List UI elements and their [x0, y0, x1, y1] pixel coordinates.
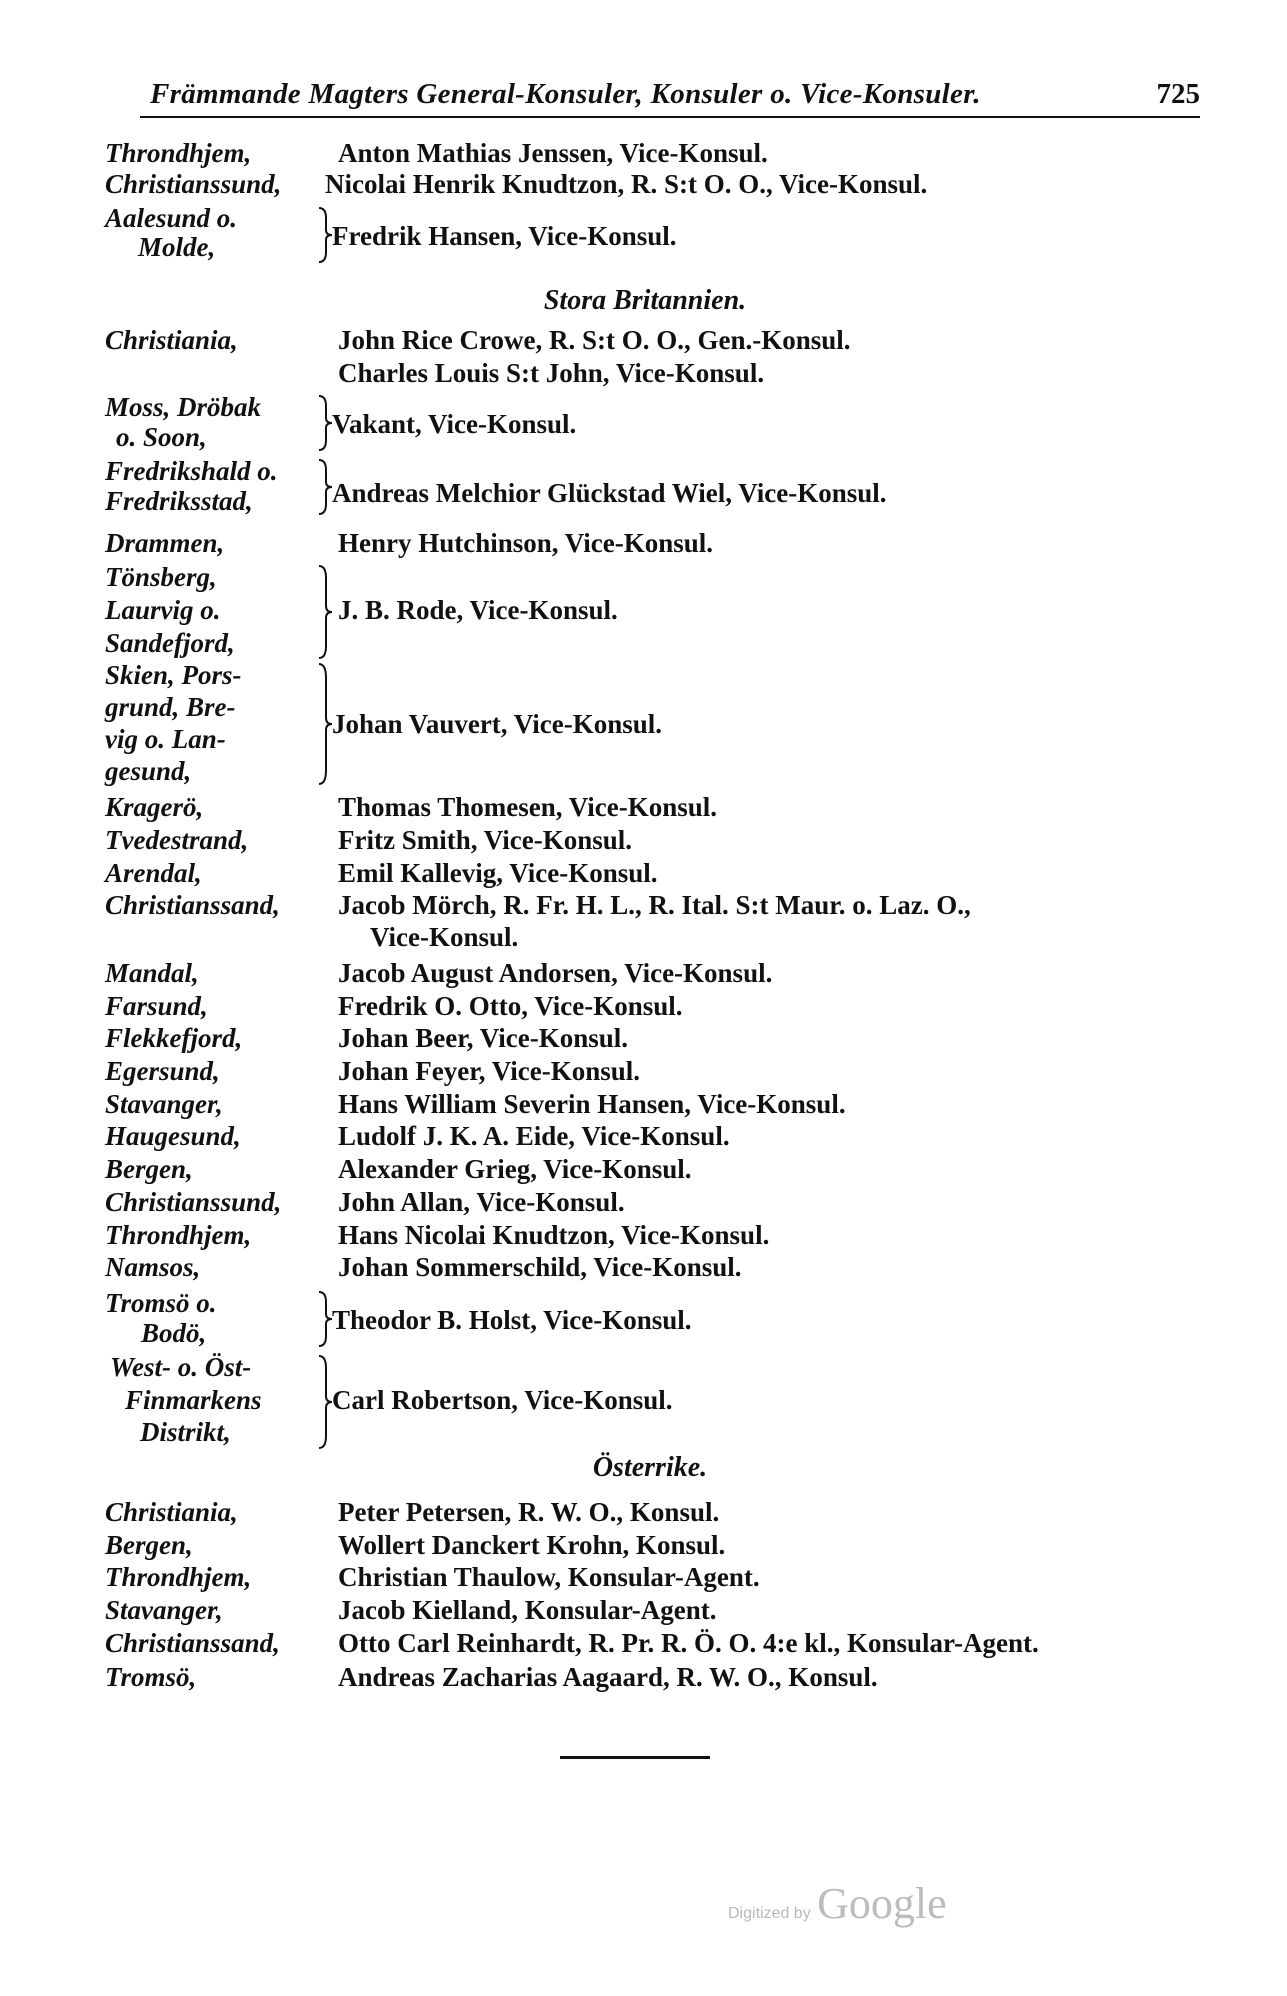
entry-place: Throndhjem,	[105, 1562, 252, 1592]
entry-person: Wollert Danckert Krohn, Konsul.	[338, 1530, 726, 1560]
entry-person: Jacob August Andorsen, Vice-Konsul.	[338, 958, 773, 988]
entry-place: Molde,	[138, 232, 216, 262]
entry-person: J. B. Rode, Vice-Konsul.	[338, 595, 618, 625]
entry-place: Christianssund,	[105, 169, 282, 199]
section-heading-osterrike: Österrike.	[592, 1452, 708, 1483]
entry-place: Drammen,	[105, 528, 225, 558]
entry-place: Fredriksstad,	[105, 486, 253, 516]
entry-person: Christian Thaulow, Konsular-Agent.	[338, 1562, 760, 1592]
entry-place: vig o. Lan-	[105, 724, 226, 754]
closing-rule	[560, 1756, 710, 1759]
entry-place: Bergen,	[105, 1154, 193, 1184]
page-number: 725	[1156, 78, 1200, 110]
brace-icon	[316, 564, 334, 660]
entry-place: Tromsö,	[105, 1662, 197, 1692]
watermark-prefix: Digitized by	[728, 1905, 811, 1922]
entry-place: o. Soon,	[116, 422, 207, 452]
entry-person: Henry Hutchinson, Vice-Konsul.	[338, 528, 714, 558]
entry-place: Finmarkens	[125, 1385, 262, 1415]
entry-person: Thomas Thomesen, Vice-Konsul.	[338, 792, 718, 822]
entry-person: John Allan, Vice-Konsul.	[338, 1187, 625, 1217]
entry-place: West- o. Öst-	[110, 1352, 252, 1382]
entry-place: Fredrikshald o.	[105, 456, 278, 486]
entry-person: Fredrik Hansen, Vice-Konsul.	[332, 221, 677, 251]
entry-person: Charles Louis S:t John, Vice-Konsul.	[338, 358, 765, 388]
entry-place: Christianssund,	[105, 1187, 282, 1217]
entry-person: Otto Carl Reinhardt, R. Pr. R. Ö. O. 4:e kl., Konsular-Agent.	[338, 1628, 1039, 1658]
entry-person: Johan Sommerschild, Vice-Konsul.	[338, 1252, 742, 1282]
entry-place: Sandefjord,	[105, 628, 235, 658]
entry-place: Laurvig o.	[105, 595, 221, 625]
entry-place: Tönsberg,	[105, 562, 217, 592]
digitized-watermark	[728, 1878, 947, 1929]
google-logo: Google	[817, 1879, 947, 1928]
entry-person: Johan Vauvert, Vice-Konsul.	[332, 709, 663, 739]
entry-place: Moss, Dröbak	[105, 392, 262, 422]
entry-person: John Rice Crowe, R. S:t O. O., Gen.-Konsul.	[338, 325, 851, 355]
entry-person-continued: Vice-Konsul.	[370, 922, 519, 952]
entry-person: Fredrik O. Otto, Vice-Konsul.	[338, 991, 683, 1021]
entry-place: Stavanger,	[105, 1595, 223, 1625]
entry-place: Farsund,	[105, 991, 208, 1021]
entry-person: Anton Mathias Jenssen, Vice-Konsul.	[338, 138, 768, 168]
header-title: Främmande Magters General-Konsuler, Konsuler o. Vice-Konsuler.	[150, 78, 981, 110]
entry-person: Johan Feyer, Vice-Konsul.	[338, 1056, 641, 1086]
entry-person: Emil Kallevig, Vice-Konsul.	[338, 858, 658, 888]
section-heading-stora-britannien: Stora Britannien.	[543, 285, 747, 316]
entry-place: Distrikt,	[140, 1417, 231, 1447]
entry-person: Peter Petersen, R. W. O., Konsul.	[338, 1497, 720, 1527]
entry-place: Bergen,	[105, 1530, 193, 1560]
entry-place: Aalesund o.	[105, 203, 238, 233]
entry-place: Kragerö,	[105, 792, 204, 822]
entry-place: Namsos,	[105, 1252, 201, 1282]
entry-place: Skien, Pors-	[105, 660, 242, 690]
entry-person: Hans William Severin Hansen, Vice-Konsul.	[338, 1089, 846, 1119]
entry-place: Arendal,	[105, 858, 202, 888]
entry-person: Andreas Melchior Glückstad Wiel, Vice-Konsul.	[332, 478, 887, 508]
entry-place: Egersund,	[105, 1056, 220, 1086]
entry-person: Jacob Kielland, Konsular-Agent.	[338, 1595, 717, 1625]
entry-person: Theodor B. Holst, Vice-Konsul.	[332, 1305, 692, 1335]
entry-place: Haugesund,	[105, 1121, 241, 1151]
entry-place: Christianssand,	[105, 1628, 280, 1658]
entry-place: Christiania,	[105, 1497, 238, 1527]
entry-person: Ludolf J. K. A. Eide, Vice-Konsul.	[338, 1121, 730, 1151]
entry-place: gesund,	[105, 756, 192, 786]
entry-person: Andreas Zacharias Aagaard, R. W. O., Konsul.	[338, 1662, 878, 1692]
entry-place: Tvedestrand,	[105, 825, 249, 855]
entry-person: Nicolai Henrik Knudtzon, R. S:t O. O., Vice-Konsul.	[325, 169, 928, 199]
entry-person: Jacob Mörch, R. Fr. H. L., R. Ital. S:t Maur. o. Laz. O.,	[338, 890, 971, 920]
entry-place: Christianssand,	[105, 890, 280, 920]
entry-place: Tromsö o.	[105, 1288, 217, 1318]
entry-person: Fritz Smith, Vice-Konsul.	[338, 825, 632, 855]
entry-place: Bodö,	[141, 1318, 207, 1348]
entry-person: Johan Beer, Vice-Konsul.	[338, 1023, 629, 1053]
entry-place: Throndhjem,	[105, 138, 252, 168]
entry-person: Hans Nicolai Knudtzon, Vice-Konsul.	[338, 1220, 770, 1250]
entry-place: Christiania,	[105, 325, 238, 355]
entry-person: Vakant, Vice-Konsul.	[332, 409, 577, 439]
entry-person: Carl Robertson, Vice-Konsul.	[332, 1385, 673, 1415]
entry-place: Flekkefjord,	[105, 1023, 243, 1053]
entry-person: Alexander Grieg, Vice-Konsul.	[338, 1154, 692, 1184]
entry-place: Mandal,	[105, 958, 199, 988]
entry-place: Throndhjem,	[105, 1220, 252, 1250]
entry-place: grund, Bre-	[105, 692, 236, 722]
entry-place: Stavanger,	[105, 1089, 223, 1119]
